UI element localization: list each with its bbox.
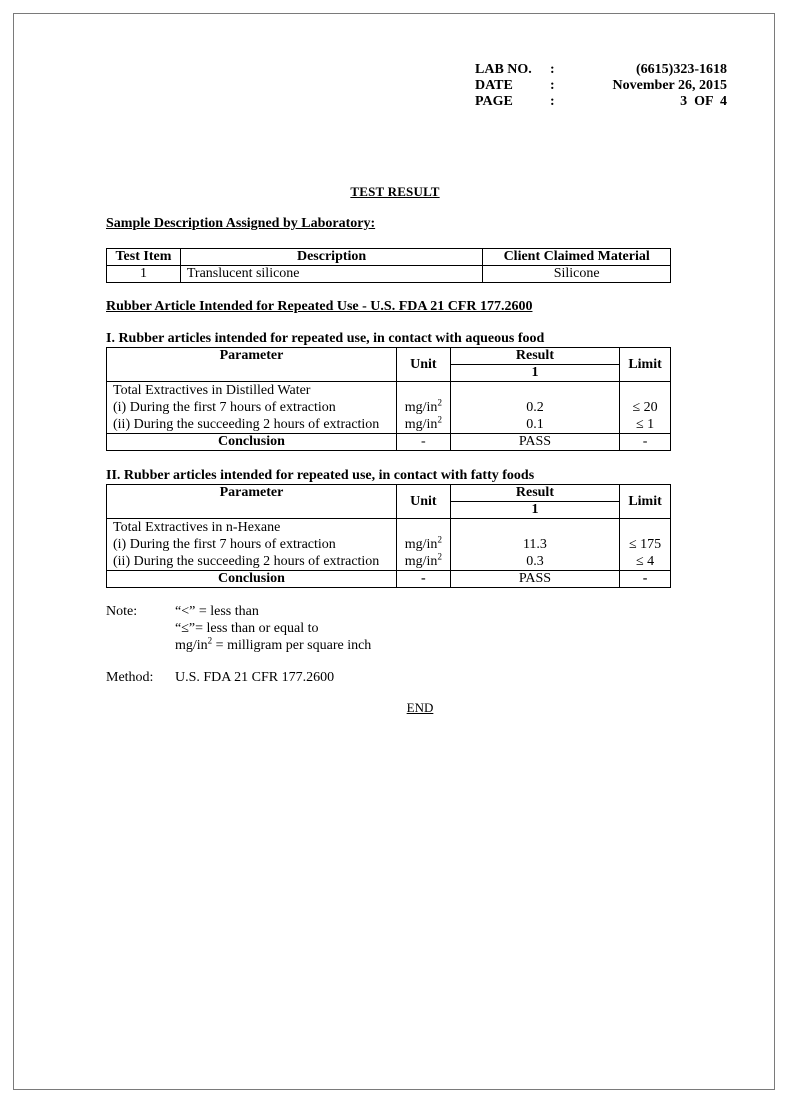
note-label: Note:: [106, 604, 138, 619]
limit-cell: [620, 519, 671, 571]
sample-section-heading: Sample Description Assigned by Laboratory:: [106, 216, 376, 231]
date-label: DATE: [475, 78, 513, 93]
colon: :: [550, 78, 555, 93]
result-value: 0.3: [526, 554, 544, 569]
conclusion-row: [107, 571, 671, 588]
result-value: 0.2: [526, 400, 544, 415]
parameter-header: Parameter: [107, 348, 397, 382]
note-unit-superscript: 2: [207, 635, 213, 646]
table-row: [107, 382, 671, 434]
limit-value: ≤ 1: [635, 417, 655, 432]
result-subheader: 1: [450, 502, 619, 519]
material-cell: Silicone: [483, 266, 671, 283]
date-value: November 26, 2015: [612, 78, 727, 93]
result-cell: [450, 382, 619, 434]
unit-superscript: 2: [437, 397, 442, 408]
unit-text: mg/in: [404, 537, 438, 552]
parameter-line: (i) During the first 7 hours of extraction: [113, 537, 336, 552]
note-text: [175, 635, 372, 654]
aqueous-food-table: [106, 347, 671, 451]
conclusion-row: [107, 434, 671, 451]
unit-superscript: 2: [437, 551, 442, 562]
regulation-heading: Rubber Article Intended for Repeated Use - U.S. FDA 21 CFR 177.2600: [106, 299, 533, 314]
conclusion-label: Conclusion: [107, 571, 397, 588]
limit-value: ≤ 4: [635, 554, 655, 569]
unit-text: mg/in: [404, 417, 438, 432]
limit-value: ≤ 20: [632, 400, 658, 415]
table2-heading: II. Rubber articles intended for repeated use, in contact with fatty foods: [106, 468, 535, 483]
unit-superscript: 2: [437, 534, 442, 545]
parameter-cell: [107, 382, 397, 434]
result-subheader: 1: [450, 365, 619, 382]
method-value: U.S. FDA 21 CFR 177.2600: [175, 670, 335, 685]
fatty-food-table: [106, 484, 671, 588]
parameter-line: (ii) During the succeeding 2 hours of extraction: [113, 554, 380, 569]
conclusion-limit: -: [620, 434, 671, 451]
note-unit: mg/in: [175, 638, 208, 653]
table-row: [107, 266, 671, 283]
parameter-title: Total Extractives in Distilled Water: [113, 383, 311, 398]
note-text: “<” = less than: [175, 604, 259, 619]
conclusion-unit: -: [396, 434, 450, 451]
unit-text: mg/in: [404, 554, 438, 569]
unit-superscript: 2: [437, 414, 442, 425]
conclusion-unit: -: [396, 571, 450, 588]
note-text: “≤”= less than or equal to: [175, 621, 319, 636]
unit-header: Unit: [396, 485, 450, 519]
conclusion-limit: -: [620, 571, 671, 588]
colon: :: [550, 62, 555, 77]
table1-heading: I. Rubber articles intended for repeated use, in contact with aqueous food: [106, 331, 545, 346]
page-title: TEST RESULT: [350, 184, 440, 199]
unit-cell: [396, 519, 450, 571]
parameter-header: Parameter: [107, 485, 397, 519]
page-value: 3 OF 4: [680, 94, 727, 109]
parameter-line: (i) During the first 7 hours of extraction: [113, 400, 336, 415]
unit-header: Unit: [396, 348, 450, 382]
column-header: Test Item: [107, 249, 181, 266]
method-label: Method:: [106, 670, 154, 685]
end-marker: END: [406, 700, 434, 715]
parameter-title: Total Extractives in n-Hexane: [113, 520, 281, 535]
conclusion-result: PASS: [450, 434, 619, 451]
parameter-line: (ii) During the succeeding 2 hours of extraction: [113, 417, 380, 432]
lab-no-label: LAB NO.: [475, 62, 532, 77]
limit-cell: [620, 382, 671, 434]
result-header: Result: [450, 485, 619, 502]
colon: :: [550, 94, 555, 109]
parameter-cell: [107, 519, 397, 571]
limit-header: Limit: [620, 348, 671, 382]
description-cell: Translucent silicone: [180, 266, 482, 283]
test-item-cell: 1: [107, 266, 181, 283]
result-header: Result: [450, 348, 619, 365]
column-header: Client Claimed Material: [483, 249, 671, 266]
limit-value: ≤ 175: [628, 537, 662, 552]
sample-table: [106, 248, 671, 283]
note-unit-definition: = milligram per square inch: [212, 638, 372, 653]
unit-text: mg/in: [404, 400, 438, 415]
column-header: Description: [180, 249, 482, 266]
result-cell: [450, 519, 619, 571]
table-row: [107, 519, 671, 571]
conclusion-result: PASS: [450, 571, 619, 588]
limit-header: Limit: [620, 485, 671, 519]
unit-cell: [396, 382, 450, 434]
lab-no-value: (6615)323-1618: [636, 62, 727, 77]
result-value: 11.3: [522, 537, 547, 552]
conclusion-label: Conclusion: [107, 434, 397, 451]
page-label: PAGE: [475, 94, 513, 109]
result-value: 0.1: [526, 417, 544, 432]
